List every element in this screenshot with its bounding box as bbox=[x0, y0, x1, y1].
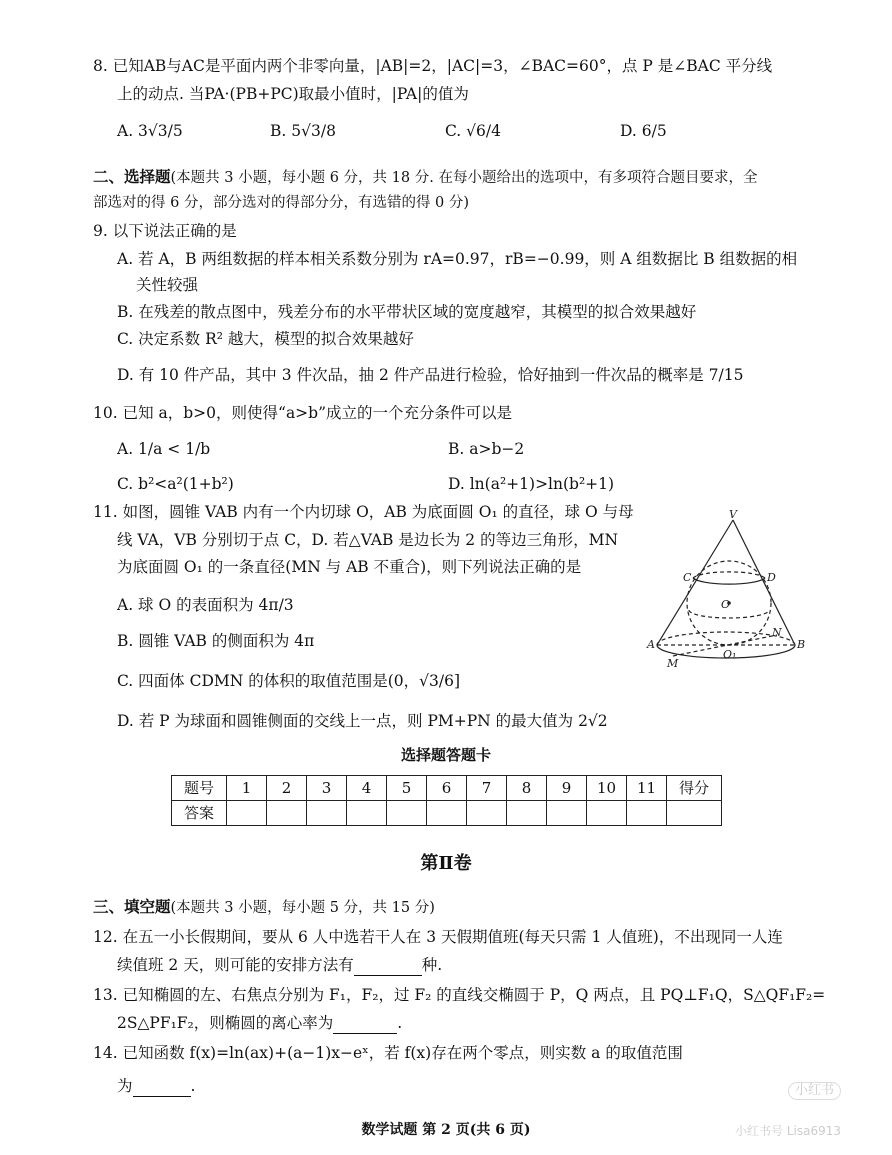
tangent-circle-back bbox=[693, 572, 765, 578]
q13-text: 2S△PF₁F₂，则椭圆的离心率为 bbox=[117, 1014, 334, 1032]
answer-cell[interactable] bbox=[227, 801, 267, 826]
q11-option-c: C. 四面体 CDMN 的体积的取值范围是(0，√3/6] bbox=[117, 672, 461, 690]
label-o: O bbox=[721, 598, 731, 611]
answer-cell[interactable] bbox=[587, 801, 627, 826]
q14-suffix: . bbox=[190, 1077, 196, 1095]
label-a: A bbox=[647, 638, 655, 651]
answer-cell[interactable] bbox=[627, 801, 667, 826]
q12-line1: 12. 在五一小长假期间，要从 6 人中选若干人在 3 天假期值班(每天只需 1 人值班)，不出现同一人连 bbox=[93, 928, 783, 946]
section2-title: 二、选择题 bbox=[93, 167, 171, 186]
question-number-cell: 11 bbox=[627, 776, 667, 801]
answer-card-row-answers bbox=[172, 801, 722, 826]
q10-option-b: B. a>b−2 bbox=[448, 440, 525, 458]
q9-option-d: D. 有 10 件产品，其中 3 件次品，抽 2 件产品进行检验，恰好抽到一件次品的概率是 7/15 bbox=[117, 366, 744, 384]
q10-option-a: A. 1/a < 1/b bbox=[117, 440, 211, 458]
q9-option-a2: 关性较强 bbox=[136, 276, 199, 294]
q10-option-c: C. b²<a²(1+b²) bbox=[117, 475, 234, 493]
question-number-cell: 6 bbox=[427, 776, 467, 801]
q13-line1: 13. 已知椭圆的左、右焦点分别为 F₁，F₂，过 F₂ 的直线交椭圆于 P，Q 两点，且 PQ⊥F₁Q，S△QF₁F₂= bbox=[93, 986, 826, 1004]
q13-line2 bbox=[117, 1014, 402, 1034]
q12-text: 续值班 2 天，则可能的安排方法有 bbox=[117, 956, 354, 974]
label-b: B bbox=[797, 638, 806, 651]
section3-note: (本题共 3 小题，每小题 5 分，共 15 分) bbox=[170, 900, 435, 916]
question-number-cell: 7 bbox=[467, 776, 507, 801]
q12-line2 bbox=[117, 956, 442, 976]
question-number-cell: 1 bbox=[227, 776, 267, 801]
label-n: N bbox=[772, 626, 782, 639]
cone-figure bbox=[645, 508, 815, 668]
question-number-cell: 3 bbox=[307, 776, 347, 801]
label-c: C bbox=[683, 571, 692, 584]
q11-line1: 11. 如图，圆锥 VAB 内有一个内切球 O，AB 为底面圆 O₁ 的直径，球 O 与母 bbox=[93, 503, 634, 521]
label-v: V bbox=[729, 508, 737, 521]
question-number-cell: 5 bbox=[387, 776, 427, 801]
q11-option-d: D. 若 P 为球面和圆锥侧面的交线上一点，则 PM+PN 的最大值为 2√2 bbox=[117, 712, 608, 730]
q13-answer-blank[interactable] bbox=[333, 1014, 397, 1034]
q9-option-b: B. 在残差的散点图中，残差分布的水平带状区域的宽度越窄，其模型的拟合效果越好 bbox=[117, 303, 697, 321]
cone-edge-va bbox=[657, 520, 733, 645]
question-number-cell: 8 bbox=[507, 776, 547, 801]
row-header-answer: 答案 bbox=[172, 801, 227, 826]
q8-option-c: C. √6/4 bbox=[445, 122, 501, 140]
answer-cell[interactable] bbox=[427, 801, 467, 826]
sphere-equator bbox=[689, 610, 769, 618]
q8-line1: 8. 已知AB与AC是平面内两个非零向量，|AB|=2，|AC|=3，∠BAC=60°，点 P 是∠BAC 平分线 bbox=[93, 57, 773, 75]
q8-option-a: A. 3√3/5 bbox=[117, 122, 183, 140]
question-number-cell: 9 bbox=[547, 776, 587, 801]
q10-stem: 10. 已知 a，b>0，则使得“a>b”成立的一个充分条件可以是 bbox=[93, 404, 513, 422]
section3-title: 三、填空题 bbox=[93, 897, 171, 916]
q14-line2 bbox=[117, 1077, 195, 1097]
row-header-number: 题号 bbox=[172, 776, 227, 801]
answer-card-table bbox=[171, 775, 722, 826]
q9-stem: 9. 以下说法正确的是 bbox=[93, 222, 237, 240]
question-number-cell: 10 bbox=[587, 776, 627, 801]
q9-option-a1: A. 若 A，B 两组数据的样本相关系数分别为 rA=0.97，rB=−0.99，则 A 组数据比 B 组数据的相 bbox=[117, 250, 798, 268]
tangent-circle-front bbox=[693, 578, 765, 584]
answer-card-row-numbers bbox=[172, 776, 722, 801]
q12-answer-blank[interactable] bbox=[354, 956, 422, 976]
answer-cell[interactable] bbox=[307, 801, 347, 826]
q14-text: 为 bbox=[117, 1077, 133, 1095]
score-cell[interactable] bbox=[667, 801, 722, 826]
question-number-cell: 4 bbox=[347, 776, 387, 801]
watermark-text: 小红书号 Lisa6913 bbox=[735, 1124, 841, 1138]
q9-option-c: C. 决定系数 R² 越大，模型的拟合效果越好 bbox=[117, 330, 414, 348]
q8-option-b: B. 5√3/8 bbox=[270, 122, 336, 140]
watermark-logo-icon: 小红书 bbox=[788, 1082, 841, 1100]
answer-cell[interactable] bbox=[267, 801, 307, 826]
answer-card-title: 选择题答题卡 bbox=[400, 746, 491, 764]
page-footer: 数学试题 第 2 页(共 6 页) bbox=[361, 1122, 531, 1138]
answer-cell[interactable] bbox=[547, 801, 587, 826]
label-d: D bbox=[767, 571, 776, 584]
label-o1: O₁ bbox=[723, 648, 737, 661]
question-number-cell: 2 bbox=[267, 776, 307, 801]
label-m: M bbox=[667, 657, 679, 668]
section3-heading bbox=[93, 897, 435, 917]
q8-line2: 上的动点. 当PA·(PB+PC)取最小值时，|PA|的值为 bbox=[117, 85, 469, 103]
q12-suffix: 种. bbox=[421, 956, 443, 974]
section2-note2: 部选对的得 6 分，部分选对的得部分分，有选错的得 0 分) bbox=[93, 195, 470, 211]
section2-note1: (本题共 3 小题，每小题 6 分，共 18 分. 在每小题给出的选项中，有多项符合题目要求，全 bbox=[170, 170, 758, 186]
q11-line3: 为底面圆 O₁ 的一条直径(MN 与 AB 不重合)，则下列说法正确的是 bbox=[117, 558, 582, 576]
q10-option-d: D. ln(a²+1)>ln(b²+1) bbox=[448, 475, 615, 493]
score-header-cell: 得分 bbox=[667, 776, 722, 801]
q14-answer-blank[interactable] bbox=[133, 1077, 191, 1097]
answer-cell[interactable] bbox=[467, 801, 507, 826]
part2-title: 第Ⅱ卷 bbox=[420, 853, 472, 874]
q14-line1: 14. 已知函数 f(x)=ln(ax)+(a−1)x−eˣ，若 f(x)存在两个零点，则实数 a 的取值范围 bbox=[93, 1044, 683, 1062]
section2-heading bbox=[93, 167, 757, 187]
q11-option-b: B. 圆锥 VAB 的侧面积为 4π bbox=[117, 632, 315, 650]
answer-cell[interactable] bbox=[347, 801, 387, 826]
q8-option-d: D. 6/5 bbox=[620, 122, 667, 140]
q11-line2: 线 VA，VB 分别切于点 C，D. 若△VAB 是边长为 2 的等边三角形，MN bbox=[117, 531, 619, 549]
q13-suffix: . bbox=[397, 1014, 403, 1032]
q11-option-a: A. 球 O 的表面积为 4π/3 bbox=[117, 596, 294, 614]
answer-cell[interactable] bbox=[507, 801, 547, 826]
answer-cell[interactable] bbox=[387, 801, 427, 826]
